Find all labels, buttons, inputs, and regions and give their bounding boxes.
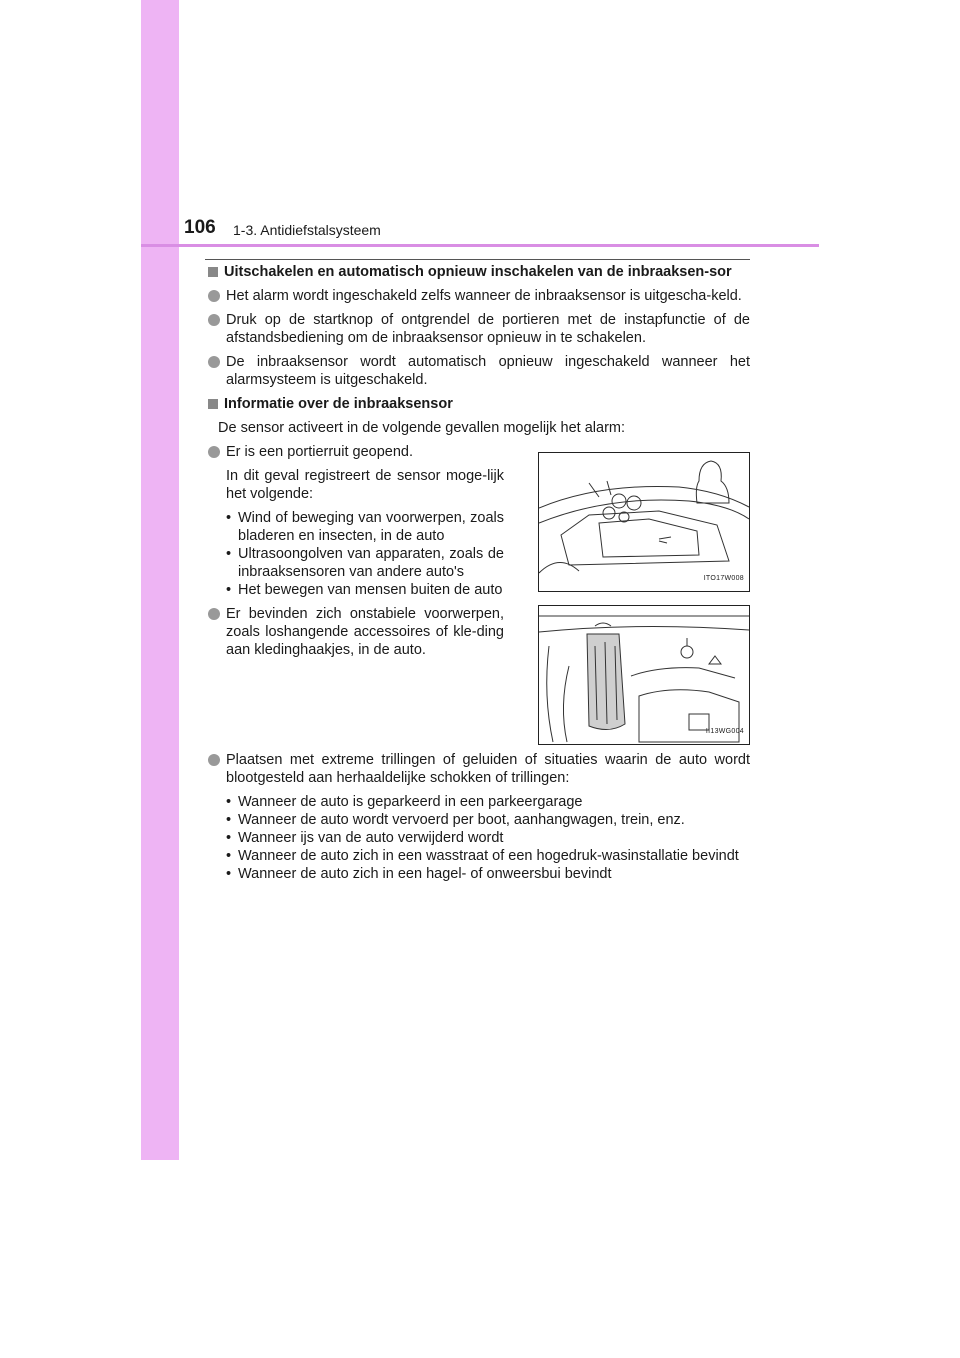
page-number: 106 [184, 217, 216, 238]
square-bullet-icon [208, 267, 218, 277]
sub-item-text: Wanneer de auto zich in een wasstraat of een hogedruk-wasinstallatie bevindt [238, 848, 739, 864]
list-item-text: Er is een portierruit geopend. [226, 444, 413, 460]
circle-bullet-icon [208, 754, 220, 766]
item-window-open [206, 443, 750, 599]
page-content [206, 263, 750, 883]
sub-item [226, 581, 504, 599]
sub-bullet: • [226, 582, 232, 598]
section-title: 1-3. Antidiefstalsysteem [233, 222, 381, 238]
list-item [208, 287, 750, 305]
circle-bullet-icon [208, 446, 220, 458]
list-item [208, 443, 504, 461]
sub-item [226, 865, 750, 883]
list-item-text: Er bevinden zich onstabiele voorwerpen, zoals loshangende accessoires of kle-ding aan kledinghaakjes, in de auto. [226, 606, 504, 658]
item-note: In dit geval registreert de sensor moge-lijk het volgende: [226, 468, 504, 502]
figure-code: II13WG004 [705, 728, 744, 735]
sub-bullet: • [226, 510, 232, 526]
sub-bullet: • [226, 866, 232, 882]
sub-item-text: Wanneer ijs van de auto verwijderd wordt [238, 830, 504, 846]
sub-item-text: Wind of beweging van voorwerpen, zoals bladeren en insecten, in de auto [238, 510, 504, 544]
item-text-column [206, 443, 504, 599]
heading-deactivation [206, 263, 750, 281]
sub-item [226, 847, 750, 865]
header-rule [141, 244, 819, 247]
list-item-text: Het alarm wordt ingeschakeld zelfs wanneer de inbraaksensor is uitgescha-keld. [226, 288, 742, 304]
item-text-column [206, 605, 504, 745]
sub-item-text: Het bewegen van mensen buiten de auto [238, 582, 503, 598]
figure-car-window-open [538, 452, 750, 592]
circle-bullet-icon [208, 290, 220, 302]
side-strip [141, 0, 179, 1160]
sub-item-text: Wanneer de auto zich in een hagel- of onweersbui bevindt [238, 866, 612, 882]
intro-text: De sensor activeert in de volgende gevallen mogelijk het alarm: [218, 420, 626, 436]
sub-item-text: Ultrasoongolven van apparaten, zoals de inbraaksensoren van andere auto's [238, 546, 504, 580]
list-item-text: De inbraaksensor wordt automatisch opnieuw ingeschakeld wanneer het alarmsysteem is uitgeschakeld. [226, 354, 750, 388]
heading-sensor-info [206, 395, 750, 413]
sub-item-text: Wanneer de auto is geparkeerd in een parkeergarage [238, 794, 583, 810]
figure-code: ITO17W008 [703, 575, 744, 582]
sub-item [226, 793, 750, 811]
list-item-text: Plaatsen met extreme trillingen of geluiden of situaties waarin de auto wordt blootgesteld aan herhaaldelijke schokken of trillingen: [226, 752, 750, 786]
sub-bullet: • [226, 794, 232, 810]
section-divider [205, 259, 750, 260]
list-item [208, 353, 750, 389]
heading-text: Uitschakelen en automatisch opnieuw inschakelen van de inbraaksen-sor [224, 264, 732, 280]
sub-item [226, 545, 504, 581]
sub-item [226, 829, 750, 847]
circle-bullet-icon [208, 314, 220, 326]
sub-bullet: • [226, 848, 232, 864]
square-bullet-icon [208, 399, 218, 409]
item-loose-objects [206, 605, 750, 745]
figure-hanging-clothes [538, 605, 750, 745]
heading-text: Informatie over de inbraaksensor [224, 396, 453, 412]
sub-item [226, 509, 504, 545]
list-item [208, 751, 750, 787]
sub-item [226, 811, 750, 829]
list-item [208, 605, 504, 659]
sub-bullet: • [226, 812, 232, 828]
sub-item-text: Wanneer de auto wordt vervoerd per boot, aanhangwagen, trein, enz. [238, 812, 685, 828]
list-item [208, 311, 750, 347]
sub-bullet: • [226, 546, 232, 562]
list-item-text: Druk op de startknop of ontgrendel de portieren met de instapfunctie of de afstandsbediening om de inbraaksensor opnieuw in te schakelen. [226, 312, 750, 346]
circle-bullet-icon [208, 356, 220, 368]
circle-bullet-icon [208, 608, 220, 620]
sub-bullet: • [226, 830, 232, 846]
